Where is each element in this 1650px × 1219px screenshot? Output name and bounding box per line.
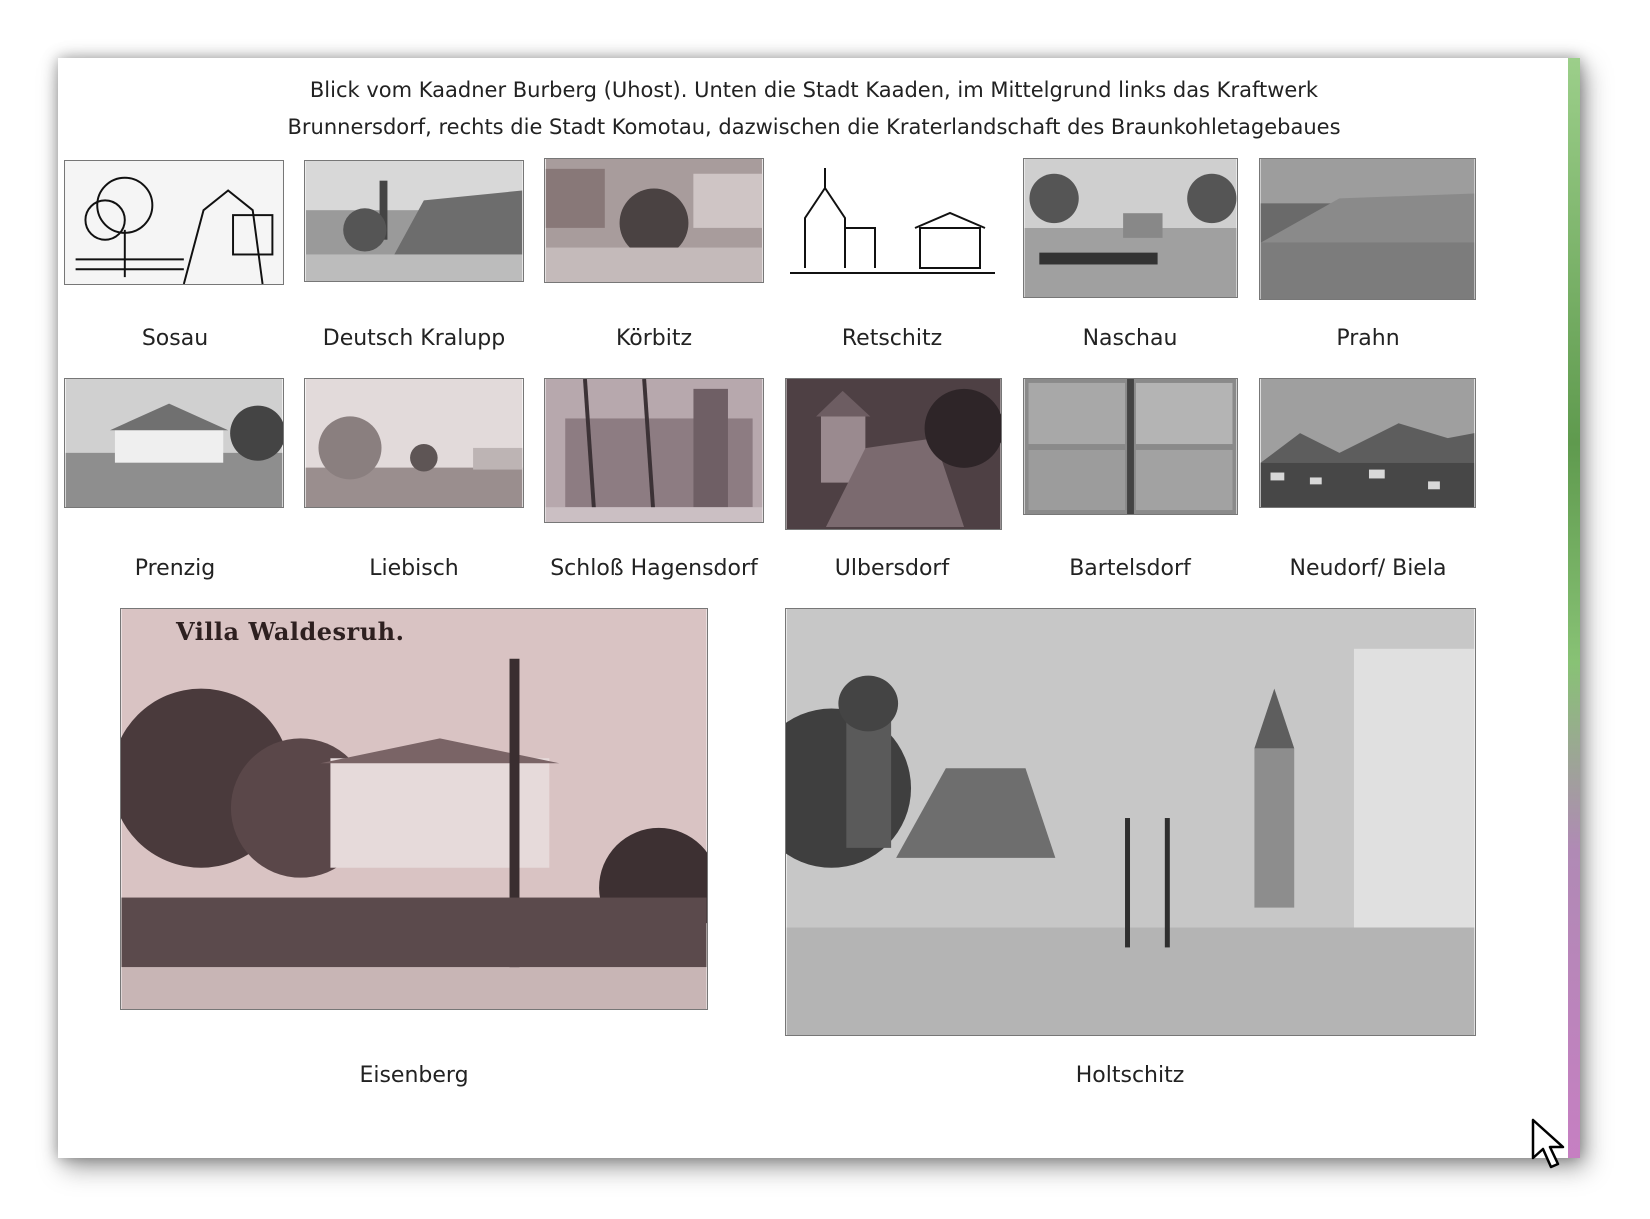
label-bartelsdorf: Bartelsdorf [1069,556,1191,581]
sketch-village-icon [65,161,283,284]
caption-line-2: Brunnersdorf, rechts die Stadt Komotau, dazwischen die Kraterlandschaft des Braunkohletagebaues [287,115,1341,139]
thumbnail-retschitz[interactable] [785,158,1005,298]
villa-postcard-icon [121,609,707,1009]
village-green-icon [305,379,523,507]
photo-title-villa-waldesruh: Villa Waldesruh. [176,617,405,646]
thumbnail-ulbersdorf[interactable] [785,378,1002,530]
label-liebisch: Liebisch [369,556,459,581]
photo-holtschitz[interactable] [785,608,1476,1036]
postcard-collage-icon [1024,379,1237,514]
church-tower-icon [786,379,1001,529]
thumbnail-sosau[interactable] [64,160,284,285]
thumbnail-prahn[interactable] [1259,158,1476,300]
label-holtschitz: Holtschitz [1075,1063,1185,1088]
castle-icon [545,379,763,522]
thumbnail-koerbitz[interactable] [544,158,764,283]
village-street-icon [305,161,523,281]
thumbnail-deutsch-kralupp[interactable] [304,160,524,282]
landscape-hills-icon [1260,379,1475,507]
mouse-pointer-icon [1531,1118,1567,1170]
sketch-church-icon [785,158,1005,298]
farmhouse-icon [65,379,283,507]
label-ulbersdorf: Ulbersdorf [834,556,950,581]
thumbnail-naschau[interactable] [1023,158,1238,298]
thumbnail-schloss-hagensdorf[interactable] [544,378,764,523]
gallery-caption [58,72,1570,146]
photo-eisenberg[interactable] [120,608,708,1010]
label-koerbitz: Körbitz [615,326,693,351]
label-prenzig: Prenzig [134,556,216,581]
label-retschitz: Retschitz [841,326,943,351]
village-pond-icon [1024,159,1237,297]
label-eisenberg: Eisenberg [359,1063,469,1088]
label-prahn: Prahn [1336,326,1400,351]
thumbnail-bartelsdorf[interactable] [1023,378,1238,515]
town-street-icon [786,609,1475,1035]
village-road-icon [1260,159,1475,299]
label-neudorf-biela: Neudorf/ Biela [1289,556,1447,581]
thumbnail-prenzig[interactable] [64,378,284,508]
thumbnail-neudorf-biela[interactable] [1259,378,1476,508]
label-sosau: Sosau [141,326,209,351]
label-deutsch-kralupp: Deutsch Kralupp [322,326,506,351]
caption-line-1: Blick vom Kaadner Burberg (Uhost). Unten die Stadt Kaaden, im Mittelgrund links das Kraftwerk [309,78,1319,102]
background-edge [1568,58,1580,1158]
label-schloss-hagensdorf: Schloß Hagensdorf [550,556,758,581]
thumbnail-liebisch[interactable] [304,378,524,508]
gallery-panel [58,58,1580,1158]
label-naschau: Naschau [1082,326,1178,351]
village-square-icon [545,159,763,282]
